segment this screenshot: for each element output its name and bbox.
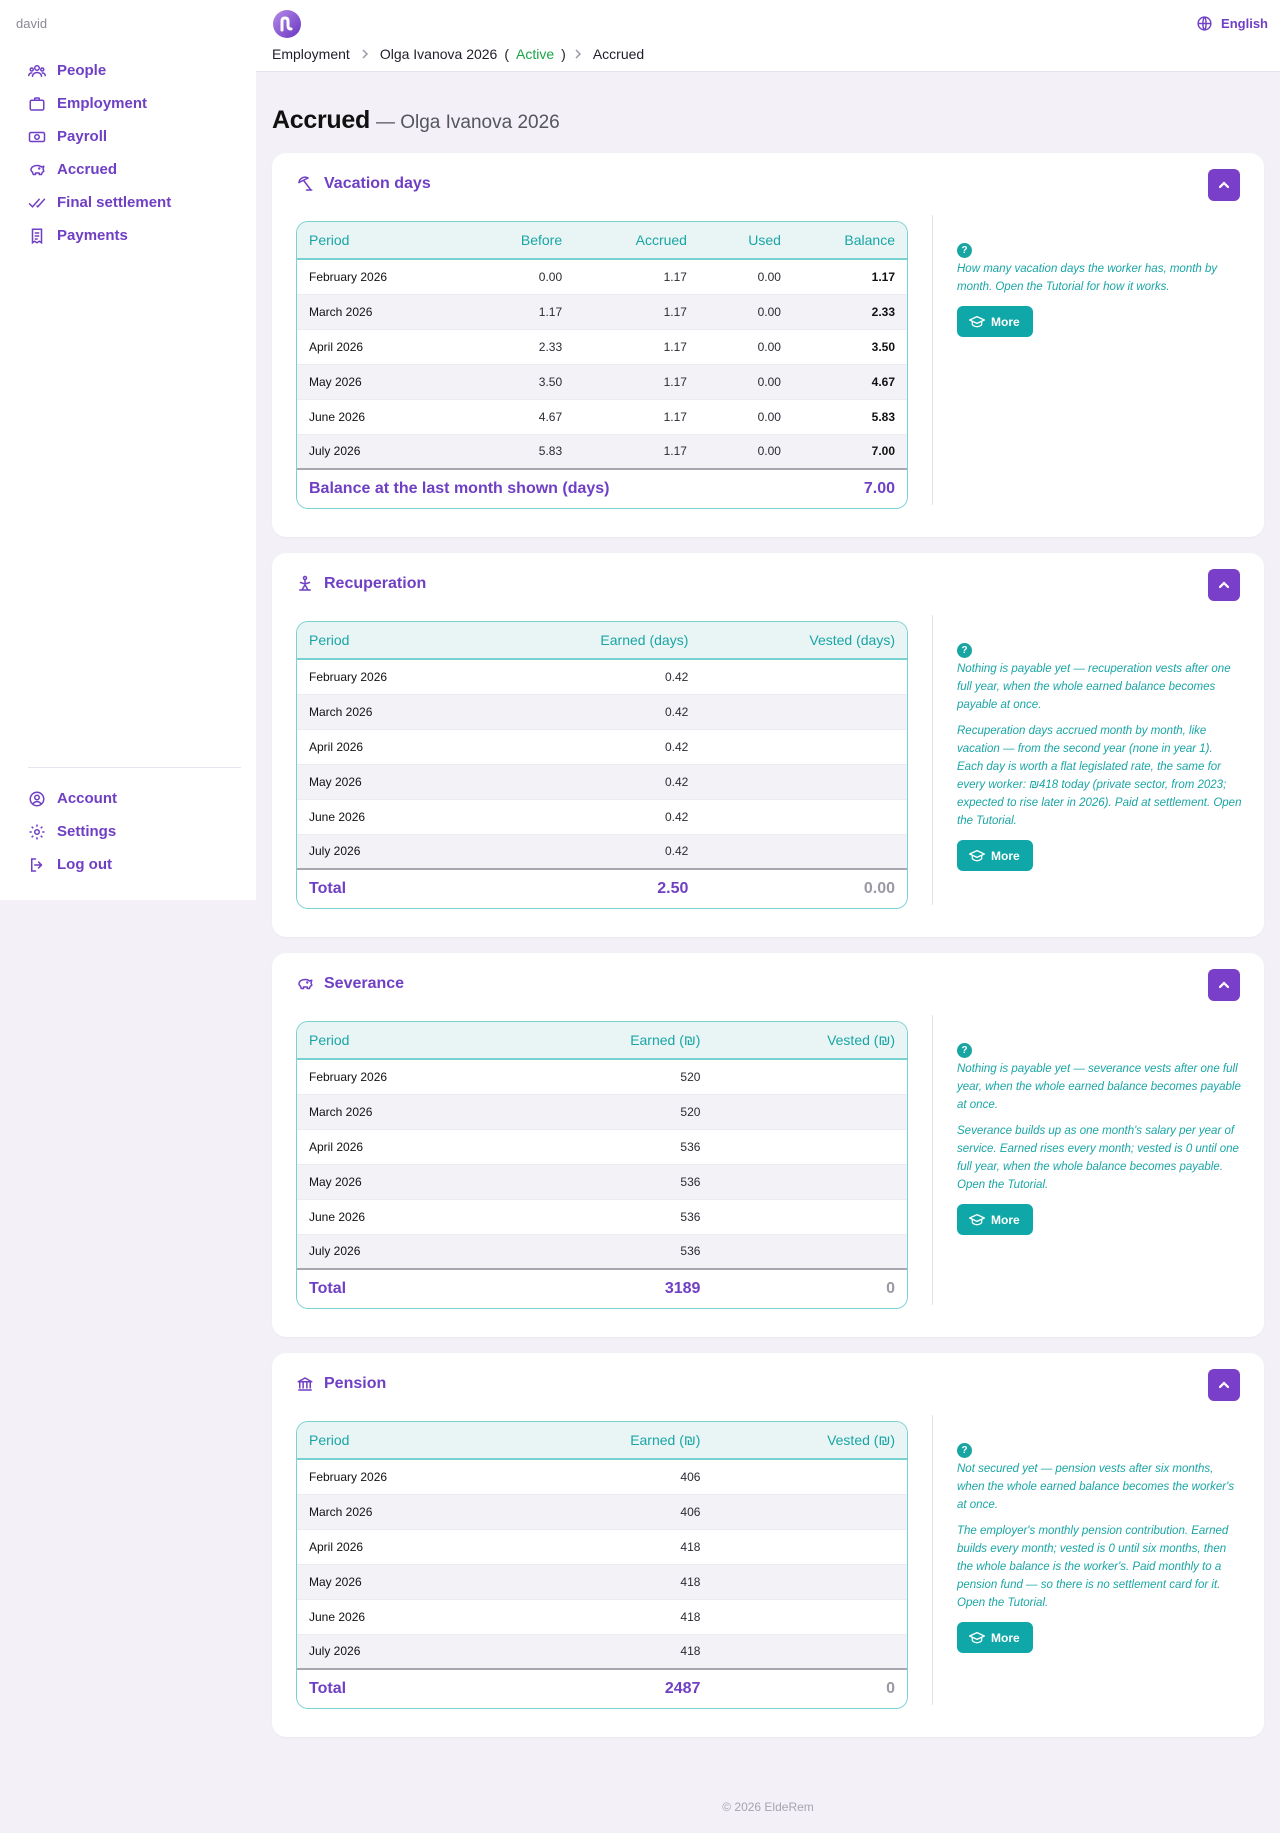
globe-icon	[1196, 15, 1213, 32]
cell-balance: 3.50	[793, 329, 907, 364]
cell-balance: 5.83	[793, 399, 907, 434]
cell-used: 0.00	[699, 399, 793, 434]
nav-label-employment: Employment	[57, 95, 148, 112]
cell-before: 2.33	[466, 329, 574, 364]
table-footer-row	[297, 1269, 907, 1308]
table-row	[297, 259, 907, 294]
cell-vested	[712, 1494, 907, 1529]
col-before: Before	[466, 222, 574, 259]
cell-balance: 7.00	[793, 434, 907, 469]
cell-earned: 406	[513, 1459, 712, 1494]
table-row	[297, 659, 907, 694]
breadcrumb-open-paren: (	[504, 46, 510, 62]
cell-vested	[712, 1564, 907, 1599]
footer-earned: 2487	[513, 1669, 712, 1708]
col-accrued: Accrued	[574, 222, 699, 259]
nav-item-people[interactable]	[28, 54, 238, 87]
cell-vested	[700, 694, 907, 729]
col-vested: Vested (₪)	[712, 1022, 907, 1059]
table-row	[297, 1199, 907, 1234]
help-text: Nothing is payable yet — severance vests after one full year, when the whole earned balance becomes payable at once.	[957, 1063, 1241, 1111]
col-period: Period	[297, 222, 466, 259]
nav-item-employment[interactable]	[28, 87, 238, 120]
piggy-bank-icon	[296, 975, 314, 993]
cell-period: May 2026	[297, 1164, 513, 1199]
cell-vested	[712, 1059, 907, 1094]
cell-before: 0.00	[466, 259, 574, 294]
nav-label-final-settlement: Final settlement	[57, 194, 172, 211]
user-circle-icon	[28, 790, 46, 808]
cell-period: February 2026	[297, 259, 466, 294]
recuperation-more-button[interactable]	[957, 840, 1033, 871]
more-label: More	[991, 314, 1020, 329]
graduation-cap-icon	[969, 315, 985, 329]
cell-period: April 2026	[297, 1129, 513, 1164]
cell-used: 0.00	[699, 259, 793, 294]
col-used: Used	[699, 222, 793, 259]
cell-vested	[712, 1199, 907, 1234]
vacation-table	[296, 221, 908, 509]
status-badge: Active	[516, 46, 555, 62]
nav-item-final-settlement[interactable]	[28, 186, 238, 219]
cell-used: 0.00	[699, 294, 793, 329]
more-label: More	[991, 848, 1020, 863]
table-row	[297, 1164, 907, 1199]
breadcrumb-person[interactable]: Olga Ivanova 2026	[379, 46, 498, 62]
user-name: david	[16, 16, 48, 31]
table-row	[297, 329, 907, 364]
cell-used: 0.00	[699, 329, 793, 364]
main-nav	[28, 54, 238, 252]
chevron-up-icon	[1217, 578, 1231, 592]
help-icon: ?	[957, 643, 972, 658]
table-row	[297, 1564, 907, 1599]
help-text: How many vacation days the worker has, month by month. Open the Tutorial for how it works.	[957, 263, 1218, 293]
card-divider	[932, 215, 933, 505]
cell-used: 0.00	[699, 364, 793, 399]
cell-period: June 2026	[297, 799, 489, 834]
nav-item-settings[interactable]	[28, 815, 238, 848]
cell-balance: 2.33	[793, 294, 907, 329]
table-header-row	[297, 222, 907, 259]
logout-icon	[28, 856, 46, 874]
nav-item-accrued[interactable]	[28, 153, 238, 186]
chevron-right-icon	[573, 49, 583, 59]
col-earned: Earned (₪)	[513, 1022, 712, 1059]
pension-help	[957, 1443, 1242, 1653]
breadcrumb-employment[interactable]: Employment	[272, 46, 350, 62]
cell-period: May 2026	[297, 364, 466, 399]
nav-label-account: Account	[57, 790, 117, 807]
cell-accrued: 1.17	[574, 399, 699, 434]
cell-vested	[700, 729, 907, 764]
pension-title: Pension	[324, 1375, 387, 1392]
page-heading: Accrued	[272, 106, 370, 134]
vacation-header	[296, 175, 431, 193]
table-row	[297, 364, 907, 399]
breadcrumb-close-paren: )	[561, 46, 566, 62]
sidebar-divider	[28, 767, 241, 768]
footer-vested: 0	[712, 1669, 907, 1708]
cell-period: May 2026	[297, 764, 489, 799]
person-relax-icon	[296, 575, 314, 593]
col-vested: Vested (days)	[700, 622, 907, 659]
help-icon: ?	[957, 243, 972, 258]
nav-label-settings: Settings	[57, 823, 117, 840]
footer-earned: 2.50	[489, 869, 700, 908]
footer-label: Total	[297, 869, 489, 908]
col-earned: Earned (₪)	[513, 1422, 712, 1459]
severance-help	[957, 1043, 1242, 1235]
more-label: More	[991, 1212, 1020, 1227]
severance-more-button[interactable]	[957, 1204, 1033, 1235]
nav-label-accrued: Accrued	[57, 161, 118, 178]
table-header-row	[297, 1422, 907, 1459]
cell-accrued: 1.17	[574, 259, 699, 294]
cell-period: July 2026	[297, 834, 489, 869]
table-row	[297, 1529, 907, 1564]
nav-item-account[interactable]	[28, 782, 238, 815]
table-row	[297, 434, 907, 469]
chevron-up-icon	[1217, 178, 1231, 192]
cell-vested	[712, 1459, 907, 1494]
briefcase-icon	[28, 95, 46, 113]
vacation-help	[957, 243, 1242, 337]
table-row	[297, 694, 907, 729]
cell-before: 1.17	[466, 294, 574, 329]
cell-period: March 2026	[297, 1094, 513, 1129]
cell-period: July 2026	[297, 1234, 513, 1269]
cell-vested	[712, 1234, 907, 1269]
app-logo-icon[interactable]	[273, 10, 301, 38]
table-footer-row	[297, 1669, 907, 1708]
severance-title: Severance	[324, 975, 405, 992]
bank-building-icon	[296, 1375, 314, 1393]
table-row	[297, 764, 907, 799]
cell-accrued: 1.17	[574, 364, 699, 399]
cell-period: July 2026	[297, 434, 466, 469]
table-footer-row	[297, 469, 907, 508]
severance-header	[296, 975, 404, 993]
graduation-cap-icon	[969, 849, 985, 863]
cell-accrued: 1.17	[574, 294, 699, 329]
col-period: Period	[297, 1022, 513, 1059]
help-icon: ?	[957, 1443, 972, 1458]
cell-period: February 2026	[297, 1059, 513, 1094]
graduation-cap-icon	[969, 1213, 985, 1227]
footer-label: Total	[297, 1269, 513, 1308]
vacation-card	[272, 153, 1264, 537]
table-row	[297, 1494, 907, 1529]
vacation-title: Vacation days	[324, 175, 431, 192]
cell-period: July 2026	[297, 1634, 513, 1669]
gear-icon	[28, 823, 46, 841]
card-divider	[932, 615, 933, 905]
cell-earned: 0.42	[489, 799, 700, 834]
topbar	[256, 0, 1280, 72]
nav-item-log-out[interactable]	[28, 848, 238, 881]
cell-vested	[712, 1129, 907, 1164]
cell-vested	[712, 1164, 907, 1199]
help-text: Severance builds up as one month's salary per year of service. Earned rises every month; vested is 0 until one full year, when the whole balance becomes payable. Open the Tutorial.	[957, 1125, 1239, 1191]
breadcrumb-current: Accrued	[592, 46, 645, 62]
cell-balance: 1.17	[793, 259, 907, 294]
table-row	[297, 729, 907, 764]
col-vested: Vested (₪)	[712, 1422, 907, 1459]
severance-collapse-button[interactable]	[1208, 969, 1240, 1001]
cell-vested	[700, 764, 907, 799]
nav-label-payroll: Payroll	[57, 128, 108, 145]
pension-more-button[interactable]	[957, 1622, 1033, 1653]
cell-period: April 2026	[297, 729, 489, 764]
recuperation-help	[957, 643, 1242, 871]
cell-balance: 4.67	[793, 364, 907, 399]
help-text: Recuperation days accrued month by month, like vacation — from the second year (none in year 1). Each day is worth a flat legislated rate, the same for every worker: ₪418 today (private sector, from 2023; expected to rise later in 2026). Paid at settlement. Open the Tutorial.	[957, 725, 1242, 827]
table-row	[297, 1634, 907, 1669]
table-footer-row	[297, 869, 907, 908]
cell-period: February 2026	[297, 1459, 513, 1494]
table-row	[297, 1459, 907, 1494]
table-header-row	[297, 622, 907, 659]
footer-balance: 7.00	[793, 469, 907, 508]
severance-table	[296, 1021, 908, 1309]
cell-earned: 0.42	[489, 694, 700, 729]
cell-period: April 2026	[297, 329, 466, 364]
receipt-icon	[28, 227, 46, 245]
language-label: English	[1221, 16, 1268, 31]
footer-earned: 3189	[513, 1269, 712, 1308]
page-title	[272, 106, 560, 135]
pension-card	[272, 1353, 1264, 1737]
cell-before: 4.67	[466, 399, 574, 434]
cell-vested	[700, 834, 907, 869]
table-row	[297, 1059, 907, 1094]
beach-umbrella-icon	[296, 175, 314, 193]
sidebar	[0, 0, 256, 900]
cell-period: June 2026	[297, 1599, 513, 1634]
table-header-row	[297, 1022, 907, 1059]
pension-table	[296, 1421, 908, 1709]
cell-period: March 2026	[297, 294, 466, 329]
table-row	[297, 799, 907, 834]
cell-earned: 0.42	[489, 729, 700, 764]
cell-earned: 406	[513, 1494, 712, 1529]
people-icon	[28, 62, 46, 80]
cell-earned: 418	[513, 1529, 712, 1564]
cell-earned: 418	[513, 1599, 712, 1634]
table-row	[297, 834, 907, 869]
footer-label: Balance at the last month shown (days)	[297, 469, 793, 508]
recuperation-collapse-button[interactable]	[1208, 569, 1240, 601]
table-row	[297, 1129, 907, 1164]
card-divider	[932, 1015, 933, 1305]
col-period: Period	[297, 622, 489, 659]
cell-vested	[712, 1094, 907, 1129]
nav-item-payroll[interactable]	[28, 120, 238, 153]
cell-period: March 2026	[297, 694, 489, 729]
cell-vested	[712, 1634, 907, 1669]
table-row	[297, 1599, 907, 1634]
recuperation-table	[296, 621, 908, 909]
cell-earned: 0.42	[489, 834, 700, 869]
footer-vested: 0	[712, 1269, 907, 1308]
recuperation-header	[296, 575, 426, 593]
cell-earned: 418	[513, 1564, 712, 1599]
cell-period: March 2026	[297, 1494, 513, 1529]
help-icon: ?	[957, 1043, 972, 1058]
cell-period: February 2026	[297, 659, 489, 694]
nav-label-payments: Payments	[57, 227, 128, 244]
footer-vested: 0.00	[700, 869, 907, 908]
chevron-up-icon	[1217, 978, 1231, 992]
severance-card	[272, 953, 1264, 1337]
vacation-collapse-button[interactable]	[1208, 169, 1240, 201]
cell-used: 0.00	[699, 434, 793, 469]
cell-earned: 536	[513, 1199, 712, 1234]
double-check-icon	[28, 194, 46, 212]
graduation-cap-icon	[969, 1631, 985, 1645]
col-earned: Earned (days)	[489, 622, 700, 659]
cell-period: April 2026	[297, 1529, 513, 1564]
cell-vested	[712, 1529, 907, 1564]
cell-earned: 0.42	[489, 659, 700, 694]
table-row	[297, 294, 907, 329]
cell-vested	[712, 1599, 907, 1634]
cell-accrued: 1.17	[574, 329, 699, 364]
pension-header	[296, 1375, 386, 1393]
help-text: The employer's monthly pension contribution. Earned builds every month; vested is 0 until six months, then the whole balance is the worker's. Paid monthly to a pension fund — so there is no settlement card for it. Open the Tutorial.	[957, 1525, 1229, 1609]
help-text: Nothing is payable yet — recuperation vests after one full year, when the whole earned balance becomes payable at once.	[957, 663, 1231, 711]
cell-earned: 520	[513, 1059, 712, 1094]
cell-period: June 2026	[297, 1199, 513, 1234]
piggy-bank-icon	[28, 161, 46, 179]
page-footer: © 2026 EldeRem	[722, 1800, 814, 1814]
col-balance: Balance	[793, 222, 907, 259]
cell-vested	[700, 659, 907, 694]
col-period: Period	[297, 1422, 513, 1459]
cell-earned: 536	[513, 1129, 712, 1164]
breadcrumb	[272, 46, 644, 62]
banknote-icon	[28, 128, 46, 146]
cell-period: June 2026	[297, 399, 466, 434]
cell-accrued: 1.17	[574, 434, 699, 469]
cell-earned: 418	[513, 1634, 712, 1669]
cell-earned: 536	[513, 1234, 712, 1269]
cell-before: 5.83	[466, 434, 574, 469]
table-row	[297, 1234, 907, 1269]
chevron-up-icon	[1217, 1378, 1231, 1392]
recuperation-card	[272, 553, 1264, 937]
nav-label-log-out: Log out	[57, 856, 112, 873]
table-row	[297, 399, 907, 434]
footer-label: Total	[297, 1669, 513, 1708]
account-nav	[28, 782, 238, 881]
language-switcher[interactable]	[1196, 15, 1268, 32]
cell-earned: 0.42	[489, 764, 700, 799]
more-label: More	[991, 1630, 1020, 1645]
card-divider	[932, 1415, 933, 1705]
pension-collapse-button[interactable]	[1208, 1369, 1240, 1401]
cell-period: May 2026	[297, 1564, 513, 1599]
vacation-more-button[interactable]	[957, 306, 1033, 337]
recuperation-title: Recuperation	[324, 575, 427, 592]
nav-label-people: People	[57, 62, 107, 79]
help-text: Not secured yet — pension vests after six months, when the whole earned balance becomes the worker's at once.	[957, 1463, 1235, 1511]
table-row	[297, 1094, 907, 1129]
cell-vested	[700, 799, 907, 834]
chevron-right-icon	[360, 49, 370, 59]
cell-earned: 520	[513, 1094, 712, 1129]
nav-item-payments[interactable]	[28, 219, 238, 252]
cell-earned: 536	[513, 1164, 712, 1199]
cell-before: 3.50	[466, 364, 574, 399]
page-subtitle: — Olga Ivanova 2026	[375, 112, 560, 133]
